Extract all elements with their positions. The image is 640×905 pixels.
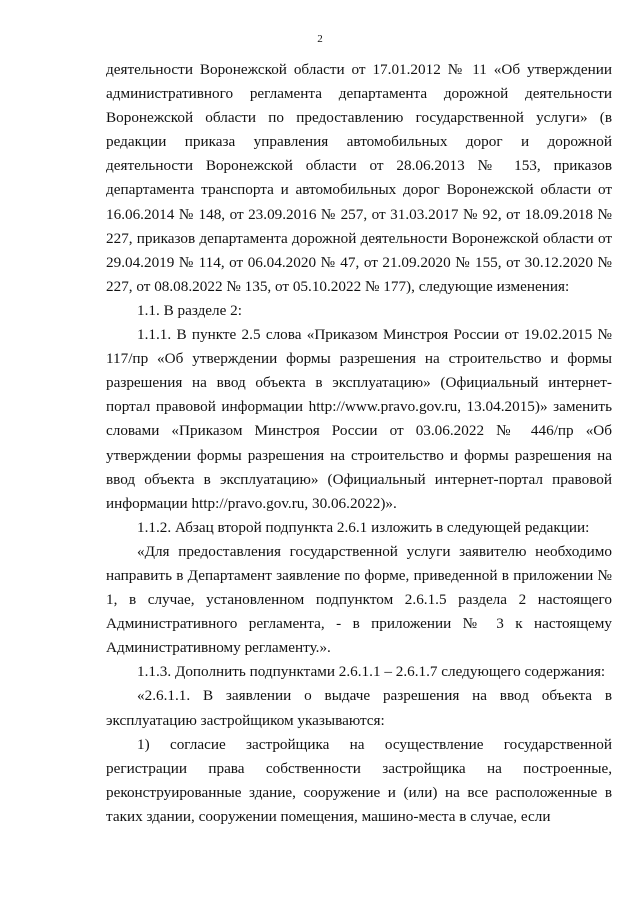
paragraph-1-1-3: 1.1.3. Дополнить подпунктами 2.6.1.1 – 2.6.1.7 следующего содержания: [137,663,606,681]
paragraph-1-1-2: 1.1.2. Абзац второй подпункта 2.6.1 изложить в следующей редакции: [137,518,590,536]
paragraph-quote-application: «Для предоставления государственной услуги заявителю необходимо направить в Департамент заявление по форме, приведенной в приложении № 1, в случае, установленном подпунктом 2.6.1.5 раздела 2 настоящего Административного регламента, - в приложении № 3 к настоящему Административному регламенту.». [106,542,612,657]
list-item-1: 1) согласие застройщика на осуществление государственной регистрации права собственности застройщика на построенные, реконструированные здание, сооружение и (или) на все расположенные в таких здании, сооружении помещения, машино-места в случае, если [106,735,612,825]
paragraph-section-1-1: 1.1. В разделе 2: [137,301,242,319]
document-body [106,58,612,829]
paragraph-1-1-1: 1.1.1. В пункте 2.5 слова «Приказом Минстроя России от 19.02.2015 № 117/пр «Об утверждении формы разрешения на строительство и формы разрешения на ввод объекта в эксплуатацию» (Официальный интернет-портал правовой информации http://www.pravo.gov.ru, 13.04.2015)» заменить словами «Приказом Минстроя России от 03.06.2022 № 446/пр «Об утверждении формы разрешения на строительство и формы разрешения на ввод объекта в эксплуатацию» (Официальный интернет-портал правовой информации http://pravo.gov.ru, 30.06.2022)». [106,326,612,512]
page-number: 2 [317,33,323,45]
paragraph-continuation: деятельности Воронежской области от 17.01.2012 № 11 «Об утверждении административного регламента департамента дорожной деятельности Воронежской области по предоставлению государственной услуги» (в редакции приказа управления автомобильных дорог и дорожной деятельности Воронежской области от 28.06.2013 № 153, приказов департамента транспорта и автомобильных дорог Воронежской области от 16.06.2014 № 148, от 23.09.2016 № 257, от 31.03.2017 № 92, от 18.09.2018 № 227, приказов департамента дорожной деятельности Воронежской области от 29.04.2019 № 114, от 06.04.2020 № 47, от 21.09.2020 № 155, от 30.12.2020 № 227, от 08.08.2022 № 135, от 05.10.2022 № 177), следующие изменения: [106,61,612,295]
paragraph-2-6-1-1: «2.6.1.1. В заявлении о выдаче разрешения на ввод объекта в эксплуатацию застройщиком указываются: [106,687,612,729]
